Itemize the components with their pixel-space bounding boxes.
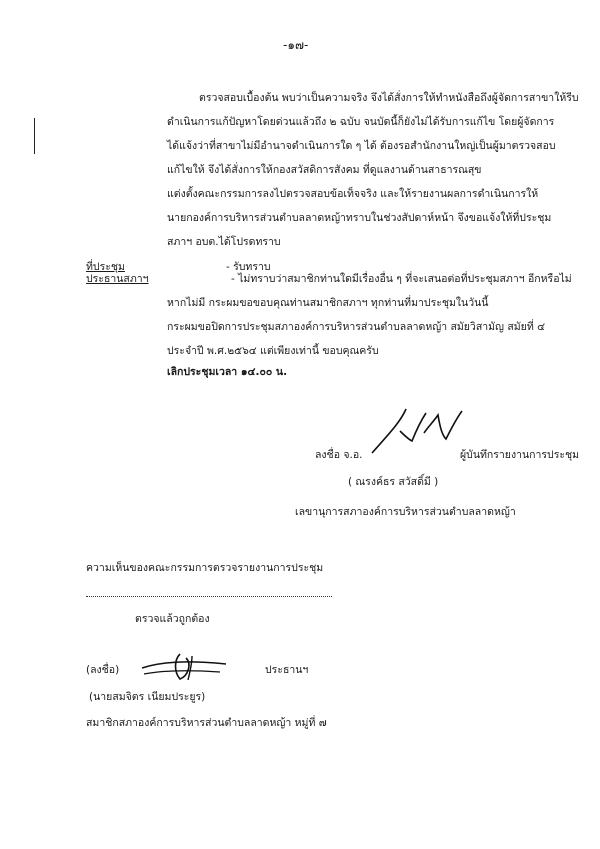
chairman-line: - ไม่ทราบว่าสมาชิกท่านใดมีเรื่องอื่น ๆ ที่จะเสนอต่อที่ประชุมสภาฯ อีกหรือไม่ [231, 273, 572, 285]
closing-time: เลิกประชุมเวลา ๑๔.๐๐ น. [167, 366, 288, 378]
recorder-position: เลขานุการสภาองค์การบริหารส่วนตำบลลาดหญ้า [295, 506, 516, 518]
committee-sign-prefix: (ลงชื่อ) [86, 664, 120, 676]
meeting-label: ที่ประชุม [86, 261, 125, 273]
chairman-line: กระผมขอปิดการประชุมสภาองค์การบริหารส่วนตำบลลาดหญ้า สมัยวิสามัญ สมัยที่ ๔ [167, 321, 546, 333]
meeting-text: - รับทราบ [226, 261, 271, 273]
page-number: -๑๗- [283, 38, 309, 52]
chairman-line: หากไม่มี กระผมขอขอบคุณท่านสมาชิกสภาฯ ทุกท่านที่มาประชุมในวันนี้ [167, 297, 489, 309]
paragraph-line: ตรวจสอบเบื้องต้น พบว่าเป็นความจริง จึงได้สั่งการให้ทำหนังสือถึงผู้จัดการสาขาให้รีบ [199, 92, 579, 104]
paragraph-line: ได้แจ้งว่าที่สาขาไม่มีอำนาจดำเนินการใด ๆ ได้ ต้องรอสำนักงานใหญ่เป็นผู้มาตรวจสอบ [167, 140, 556, 152]
margin-line [34, 118, 35, 154]
committee-signature-icon [140, 652, 230, 682]
paragraph-line: แต่งตั้งคณะกรรมการลงไปตรวจสอบข้อเท็จจริง และให้รายงานผลการดำเนินการให้ [167, 188, 539, 200]
chairman-line: ประจำปี พ.ศ.๒๕๖๔ แต่เพียงเท่านี้ ขอบคุณครับ [167, 345, 379, 357]
paragraph-line: นายกองค์การบริหารส่วนตำบลลาดหญ้าทราบในช่วงสัปดาห์หน้า จึงขอแจ้งให้ที่ประชุม [167, 212, 552, 224]
committee-position: สมาชิกสภาองค์การบริหารส่วนตำบลลาดหญ้า หมู่ที่ ๗ [86, 717, 327, 729]
committee-name: (นายสมจิตร เนียมประยูร) [89, 691, 206, 703]
paragraph-line: ดำเนินการแก้ปัญหาโดยด่วนแล้วถึง ๒ ฉบับ จนบัดนี้ก็ยังไม่ได้รับการแก้ไข โดยผู้จัดการ [167, 116, 555, 128]
recorder-name: ( ณรงค์ธร สวัสดิ์มี ) [348, 476, 439, 488]
chairman-label: ประธานสภาฯ [86, 273, 149, 285]
recorder-signature-icon [368, 405, 468, 460]
committee-heading: ความเห็นของคณะกรรมการตรวจรายงานการประชุม [86, 562, 324, 574]
committee-role: ประธานฯ [265, 664, 309, 676]
paragraph-line: แก้ไขให้ จึงได้สั่งการให้กองสวัสดิการสังคม ที่ดูแลงานด้านสาธารณสุข [167, 164, 482, 176]
paragraph-line: สภาฯ อบต.ได้โปรดทราบ [167, 236, 281, 248]
committee-verified: ตรวจแล้วถูกต้อง [135, 613, 210, 625]
recorder-role: ผู้บันทึกรายงานการประชุม [460, 449, 580, 461]
dotted-line [86, 595, 332, 597]
recorder-sign-prefix: ลงชื่อ จ.อ. [315, 449, 363, 461]
